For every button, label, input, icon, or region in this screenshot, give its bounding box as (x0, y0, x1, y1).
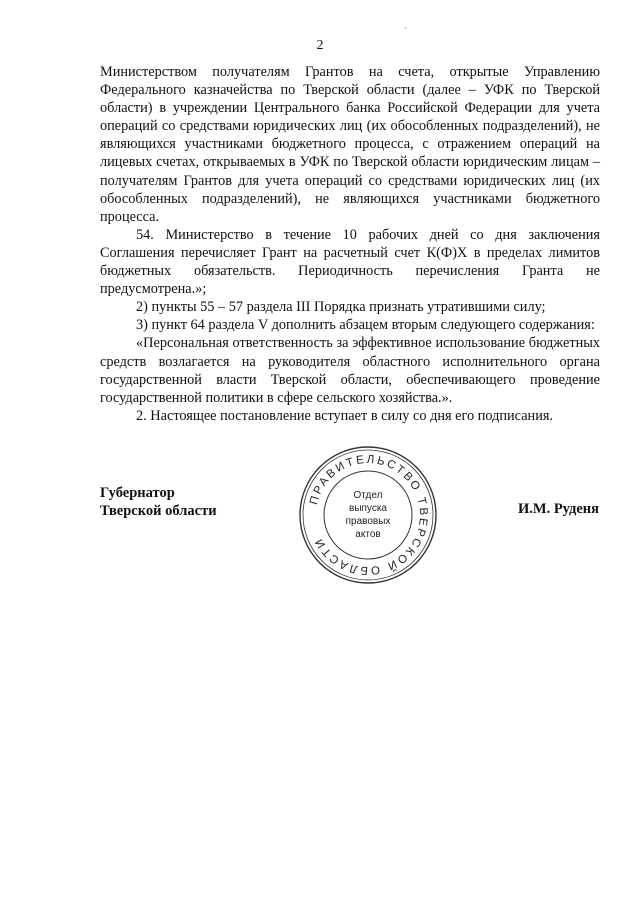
stamp-center-text (298, 445, 438, 585)
top-mark: ` (404, 26, 407, 36)
page-number: 2 (316, 38, 324, 53)
stamp-line-2: выпуска (349, 503, 387, 514)
svg-text:ПРАВИТЕЛЬСТВО ТВЕРСКОЙ ОБЛАСТИ: ПРАВИТЕЛЬСТВО ТВЕРСКОЙ ОБЛАСТИ (308, 453, 430, 577)
paragraph-subitem-3: 3) пункт 64 раздела V дополнить абзацем вторым следующего содержания: (136, 317, 595, 334)
signatory-name: И.М. Руденя (517, 501, 599, 517)
document-body (100, 63, 600, 425)
signatory-position (100, 484, 217, 520)
paragraph-subitem-2: 2) пункты 55 – 57 раздела III Порядка признать утратившими силу; (136, 299, 546, 316)
official-stamp (298, 445, 438, 585)
stamp-line-3: правовых (345, 516, 391, 527)
stamp-line-1: Отдел (353, 490, 383, 501)
paragraph-effective-date: 2. Настоящее постановление вступает в силу со дня его подписания. (136, 407, 553, 424)
signatory-position-line2: Тверской области (100, 503, 217, 519)
paragraph-continuation: Министерством получателям Грантов на счета, открытые Управлению Федерального казначейства по Тверской области (далее – УФК по Тверской области) в учреждении Центрального банка Российской Федерации для учета операций со средствами юридических лиц (их обособленных подразделений), не являющихся участниками бюджетного процесса, с отражением операций на лицевых счетах, открываемых в УФК по Тверской области юридическим лицам – получателям Грантов для учета операций со средствами юридических лиц (их обособленных подразделений), не являющихся участниками бюджетного процесса. (100, 64, 600, 225)
signatory-position-line1: Губернатор (100, 485, 175, 501)
paragraph-quote: «Персональная ответственность за эффективное использование бюджетных средств возлагается на руководителя областного исполнительного органа государственной власти Тверской области, обеспечивающего проведение государственной политики в сфере сельского хозяйства.». (100, 335, 600, 406)
paragraph-item-54: 54. Министерство в течение 10 рабочих дней со дня заключения Соглашения перечисляет Грант на расчетный счет К(Ф)Х в пределах лимитов бюджетных обязательств. Периодичность перечисления Гранта не предусмотрена.»; (100, 226, 600, 298)
stamp-line-4: актов (355, 529, 381, 540)
